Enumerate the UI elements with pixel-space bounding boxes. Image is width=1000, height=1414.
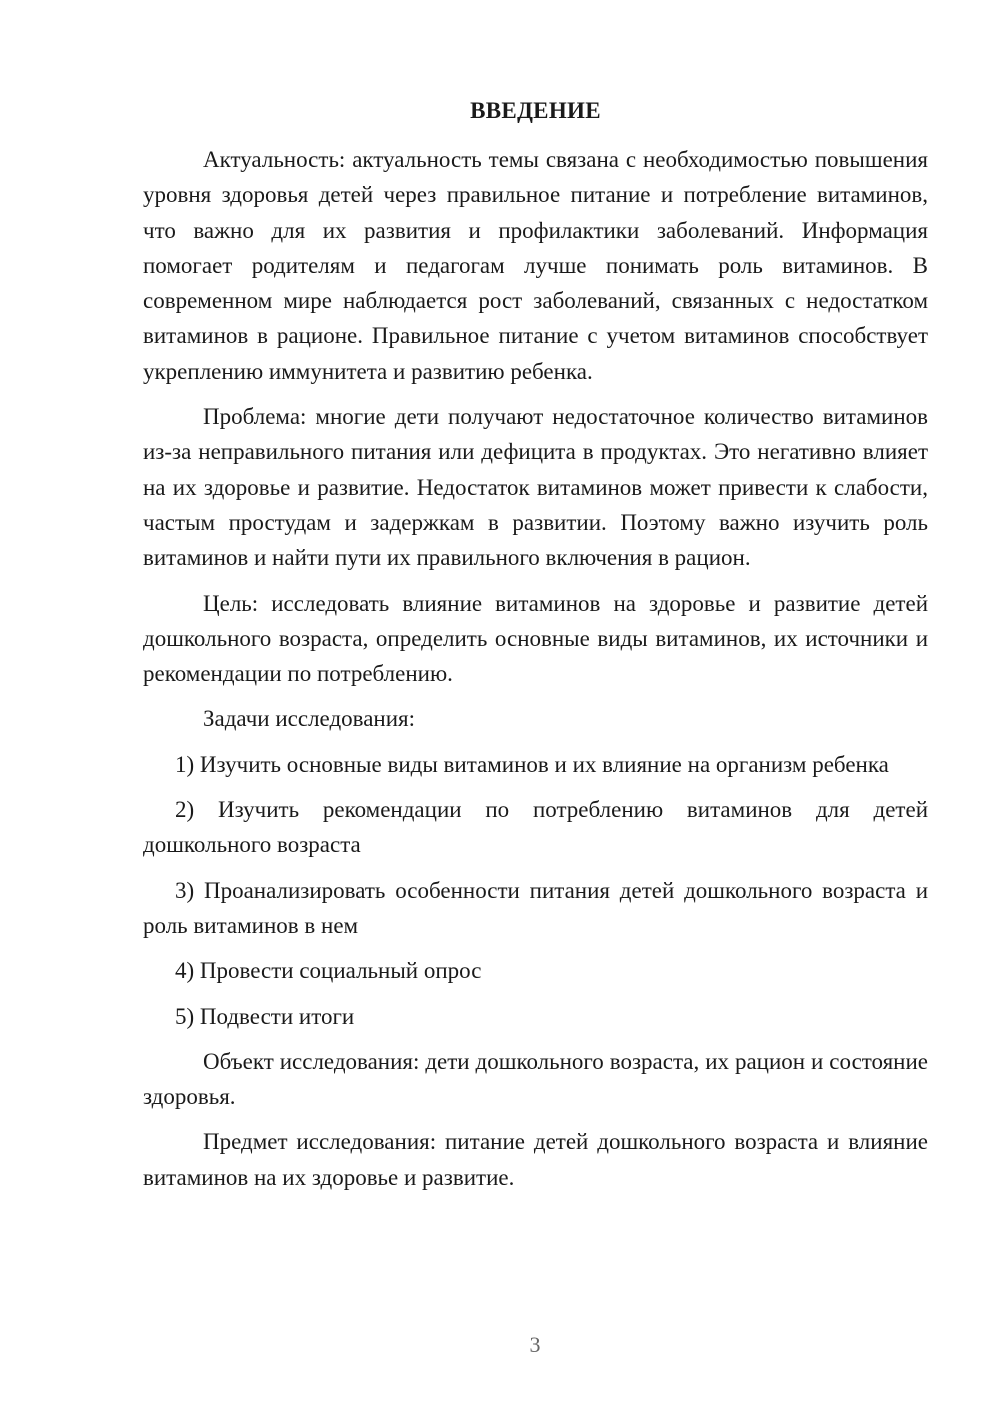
tasks-list [143,747,928,1034]
task-item: 5) Подвести итоги [175,1003,355,1029]
page-number: 3 [529,1332,541,1357]
task-item: 2) Изучить рекомендации по потреблению витаминов для детей дошкольного возраста [143,797,928,858]
relevance-paragraph: Актуальность: актуальность темы связана с необходимостью повышения уровня здоровья детей через правильное питание и потребление витаминов, что важно для их развития и профилактики заболеваний. Информация помогает родителям и педагогам лучше понимать роль витаминов. В современном мире наблюдается рост заболеваний, связанных с недостатком витаминов в рационе. Правильное питание с учетом витаминов способствует укреплению иммунитета и развитию ребенка. [143,147,928,384]
task-item: 3) Проанализировать особенности питания детей дошкольного возраста и роль витаминов в нем [143,877,928,938]
problem-paragraph: Проблема: многие дети получают недостаточное количество витаминов из-за неправильного питания или дефицита в продуктах. Это негативно влияет на их здоровье и развитие. Недостаток витаминов может привести к слабости, частым простудам и задержкам в развитии. Поэтому важно изучить роль витаминов и найти пути их правильного включения в рацион. [143,404,928,571]
subject-paragraph: Предмет исследования: питание детей дошкольного возраста и влияние витаминов на их здоровье и развитие. [143,1129,928,1190]
page-title: ВВЕДЕНИЕ [470,98,601,123]
task-item: 1) Изучить основные виды витаминов и их влияние на организм ребенка [175,751,889,777]
goal-paragraph: Цель: исследовать влияние витаминов на здоровье и развитие детей дошкольного возраста, определить основные виды витаминов, их источники и рекомендации по потреблению. [143,590,928,687]
document-body [143,142,928,1195]
tasks-heading: Задачи исследования: [203,706,416,732]
object-paragraph: Объект исследования: дети дошкольного возраста, их рацион и состояние здоровья. [143,1048,928,1110]
task-item: 4) Провести социальный опрос [175,958,482,984]
